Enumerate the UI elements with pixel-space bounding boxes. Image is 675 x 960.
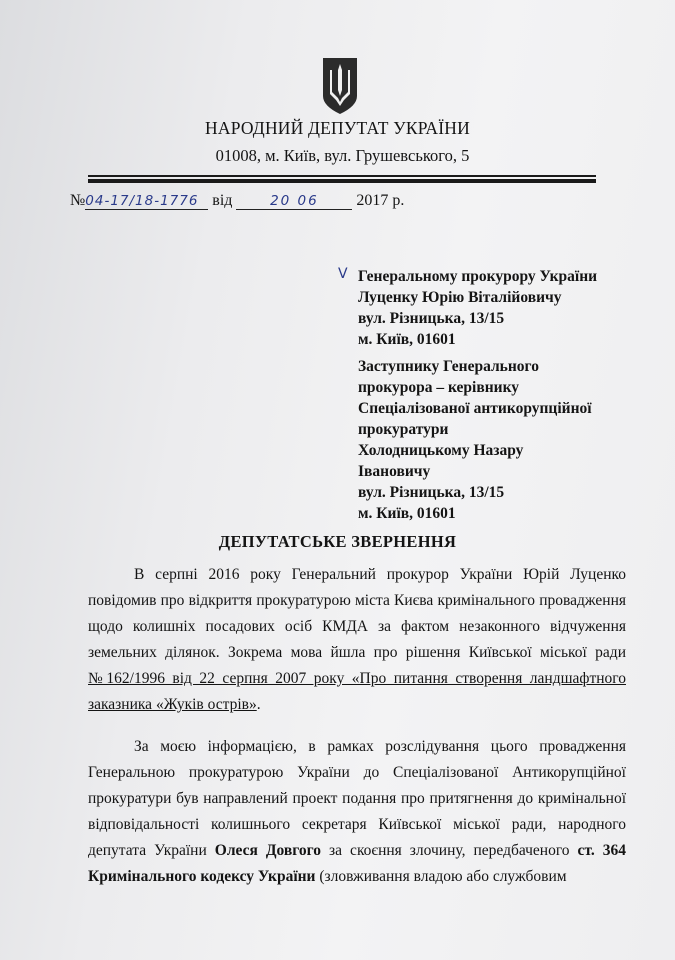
ref-no-label: №	[70, 192, 86, 209]
recipient2-line: Спеціалізованої антикорупційної	[358, 400, 592, 417]
recipient2-line: вул. Різницька, 13/15	[358, 484, 505, 501]
ref-from-label: від	[212, 192, 233, 209]
recipient2-line: м. Київ, 01601	[358, 505, 456, 522]
p1-decision-reference: №162/1996 від 22 серпня 2007 року «Про питання створення ландшафтного заказника «Жуків острів»	[88, 670, 626, 713]
p2-person-name: Олеся Довгого	[214, 842, 322, 859]
reference-line	[70, 192, 404, 210]
p1-end: .	[256, 696, 261, 713]
document-title: ДЕПУТАТСЬКЕ ЗВЕРНЕННЯ	[218, 532, 457, 551]
deputy-title: НАРОДНИЙ ДЕПУТАТ УКРАЇНИ	[205, 118, 470, 138]
recipient2-line: Холодницькому Назару	[358, 442, 524, 459]
recipient2-line: Івановичу	[358, 463, 431, 480]
deputy-address: 01008, м. Київ, вул. Грушевського, 5	[215, 146, 470, 165]
recipient2-line: Заступнику Генерального	[358, 358, 539, 375]
header-rule-thin	[88, 175, 596, 177]
header-rule-thick	[88, 179, 596, 183]
handwritten-check: V	[338, 266, 348, 282]
recipient1-line: Луценку Юрію Віталійовичу	[358, 289, 562, 306]
p1-text: В серпні 2016 року Генеральний прокурор України Юрій Луценко повідомив про відкриття прокуратурою міста Києва кримінального провадження щодо колишніх посадових осіб КМДА за фактом незаконного відчуження земельних ділянок. Зокрема мова йшла про рішення Київської міської ради	[88, 566, 626, 661]
recipient1-line: м. Київ, 01601	[358, 331, 456, 348]
p2-text-cont: за скоєння злочину, передбаченого	[321, 842, 578, 859]
trident-emblem-icon	[320, 56, 360, 116]
p2-text: За моєю інформацією, в рамках розслідування цього провадження Генеральною прокуратурою України до Спеціалізованої Антикорупційної прокуратури був направлений проект подання про притягнення до кримінальної відповідальності колишнього секретаря Київської міської ради, народного депутата України	[88, 738, 626, 859]
p2-text-end: (зловживання владою або службовим	[315, 868, 567, 885]
recipient1-line: вул. Різницька, 13/15	[358, 310, 505, 327]
ref-number: 04-17/18-1776	[85, 193, 208, 210]
ref-year: 2017 р.	[356, 192, 405, 209]
paragraph-2	[88, 734, 626, 890]
p2-article: ст. 364 Кримінального кодексу України	[88, 842, 626, 885]
recipient-deputy-prosecutor	[358, 356, 592, 524]
paragraph-1	[88, 562, 626, 718]
ref-date: 20 06	[236, 193, 352, 210]
recipient1-line: Генеральному прокурору України	[358, 268, 598, 285]
recipient2-line: прокуратури	[358, 421, 449, 438]
recipient-prosecutor-general	[358, 266, 597, 350]
recipient2-line: прокурора – керівнику	[358, 379, 520, 396]
